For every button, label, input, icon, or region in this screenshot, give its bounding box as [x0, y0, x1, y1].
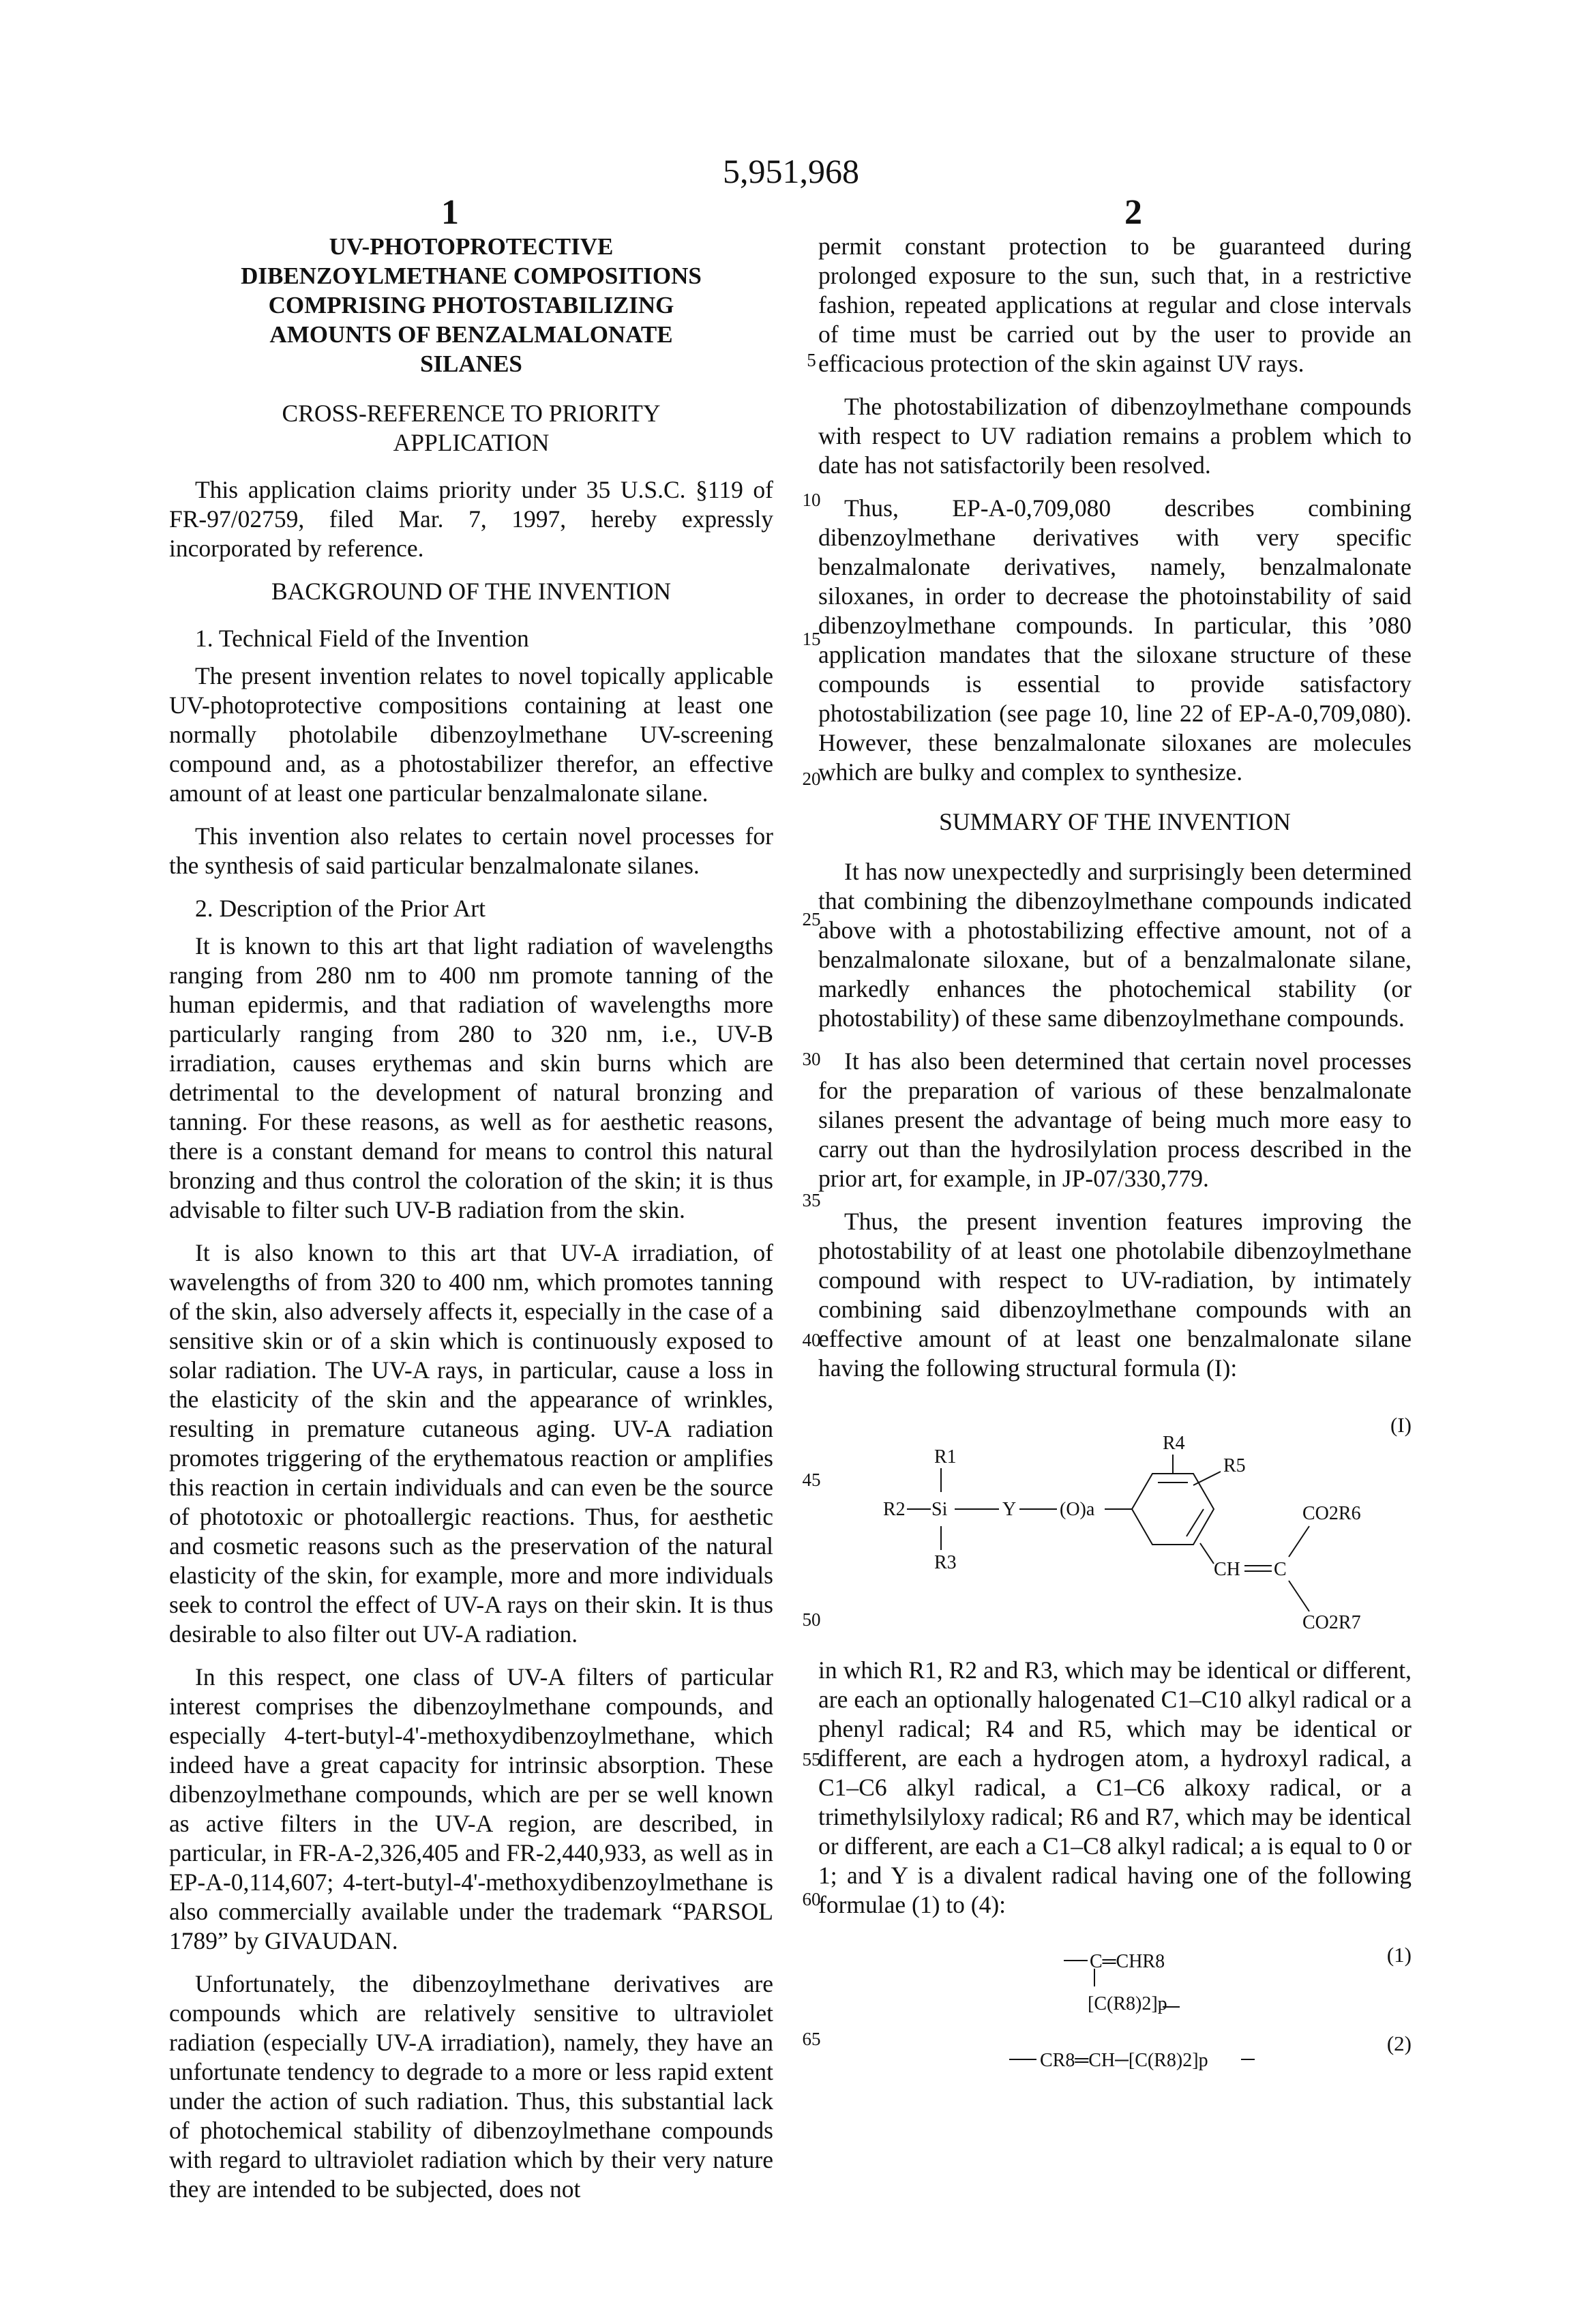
- paragraph: It is also known to this art that UV-A irradiation, of wavelengths of from 320 to 400 nm, which promotes tanning of the skin, also adversely affects it, especially in the case of a sensitive skin or of a skin which is continuously exposed to solar radiation. The UV-A rays, in particular, cause a loss in the elasticity of the skin and the appearance of wrinkles, resulting in premature cutaneous aging. UV-A radiation promotes triggering of the erythematous reaction or amplifies this reaction in certain individuals and can even be the source of phototoxic or photoallergic reactions. Thus, for aesthetic and cosmetic reasons such as the preservation of the natural elasticity of the skin, for example, more and more individuals seek to control the effect of UV-A rays on their skin. It is thus desirable to also filter out UV-A radiation.: [169, 1238, 773, 1649]
- formula-1: [818, 1933, 1412, 2022]
- line-number: 5: [784, 350, 839, 371]
- f1-top: C═CHR8: [1090, 1951, 1165, 1972]
- patent-title: UV-PHOTOPROTECTIVE DIBENZOYLMETHANE COMPOSITIONS COMPRISING PHOTOSTABILIZING AMOUNTS OF BENZALMALONATE SILANES: [169, 232, 773, 378]
- co2r6-label: CO2R6: [1302, 1503, 1361, 1524]
- column-number-left: 1: [441, 192, 459, 233]
- line-number: 10: [784, 490, 839, 511]
- line-number: 45: [784, 1470, 839, 1491]
- oa-label: (O)a: [1060, 1499, 1095, 1520]
- paragraph: The photostabilization of dibenzoylmethane compounds with respect to UV radiation remains a problem which to date has not satisfactorily been resolved.: [818, 392, 1412, 480]
- left-column: [169, 232, 773, 2218]
- paragraph: in which R1, R2 and R3, which may be identical or different, are each an optionally halogenated C1–C10 alkyl radical or a phenyl radical; R4 and R5, which may be identical or different, are each a hydrogen atom, a hydroxyl radical, a C1–C6 alkyl radical, a C1–C6 alkoxy radical, or a trimethylsilyloxy radical; R6 and R7, which may be identical or different, are each a C1–C8 alkyl radical; a is equal to 0 or 1; and Y is a divalent radical having one of the following formulae (1) to (4):: [818, 1656, 1412, 1920]
- r2-label: R2: [883, 1499, 906, 1520]
- r1-label: R1: [934, 1446, 957, 1468]
- ch-label: CH: [1214, 1559, 1240, 1580]
- paragraph: This invention also relates to certain novel processes for the synthesis of said particular benzalmalonate silanes.: [169, 822, 773, 880]
- line-number: 60: [784, 1889, 839, 1910]
- formula-label: (2): [1387, 2029, 1412, 2058]
- formula-1-diagram: [818, 1933, 1412, 2022]
- paragraph: Thus, the present invention features improving the photostability of at least one photolabile dibenzoylmethane compound with respect to UV-radiation, by intimately combining said dibenzoylmethane compounds with an effective amount of at least one benzalmalonate silane having the following structural formula (I):: [818, 1207, 1412, 1383]
- line-number: 30: [784, 1049, 839, 1070]
- y-label: Y: [1002, 1499, 1016, 1520]
- summary-heading: SUMMARY OF THE INVENTION: [818, 807, 1412, 837]
- right-column: [818, 232, 1412, 2090]
- line-number: 25: [784, 909, 839, 930]
- crossref-paragraph: This application claims priority under 35 U.S.C. §119 of FR-97/02759, filed Mar. 7, 1997, hereby expressly incorporated by reference.: [169, 475, 773, 563]
- paragraph: In this respect, one class of UV-A filters of particular interest comprises the dibenzoylmethane compounds, and especially 4-tert-butyl-4'-methoxydibenzoylmethane, which indeed have a great capacity for intrinsic absorption. These dibenzoylmethane compounds, which are per se well known as active filters in the UV-A region, are described, in particular, in FR-A-2,326,405 and FR-2,440,933, as well as in EP-A-0,114,607; 4-tert-butyl-4'-methoxydibenzoylmethane is also commercially available under the trademark “PARSOL 1789” by GIVAUDAN.: [169, 1663, 773, 1956]
- line-number: 50: [784, 1609, 839, 1630]
- paragraph: The present invention relates to novel topically applicable UV-photoprotective compositions containing at least one normally photolabile dibenzoylmethane UV-screening compound and, as a photostabilizer therefor, an effective amount of at least one particular benzalmalonate silane.: [169, 661, 773, 808]
- paragraph: Unfortunately, the dibenzoylmethane derivatives are compounds which are relatively sensitive to ultraviolet radiation (especially UV-A irradiation), namely, they have an unfortunate tendency to degrade to a more or less rapid extent under the action of such radiation. Thus, this substantial lack of photochemical stability of dibenzoylmethane compounds with regard to ultraviolet radiation which by their very nature they are intended to be subjected, does not: [169, 1969, 773, 2204]
- prior-art-heading: 2. Description of the Prior Art: [169, 894, 773, 923]
- line-number: 55: [784, 1749, 839, 1770]
- formula-label: (I): [1390, 1410, 1412, 1440]
- co2r7-label: CO2R7: [1302, 1612, 1361, 1633]
- patent-number: 5,951,968: [0, 151, 1582, 191]
- line-number: 40: [784, 1330, 839, 1351]
- f2-text: CR8═CH─[C(R8)2]p: [1040, 2050, 1208, 2071]
- line-number: 15: [784, 629, 839, 650]
- background-heading: BACKGROUND OF THE INVENTION: [169, 577, 773, 606]
- formula-diagram: [818, 1397, 1412, 1642]
- f1-bottom: [C(R8)2]p: [1088, 1993, 1167, 2014]
- line-number: 35: [784, 1190, 839, 1211]
- field-heading: 1. Technical Field of the Invention: [169, 624, 773, 653]
- formula-2-diagram: [818, 2029, 1412, 2090]
- paragraph: permit constant protection to be guaranteed during prolonged exposure to the sun, such that, in a restrictive fashion, repeated applications at regular and close intervals of time must be carried out by the user to provide an efficacious protection of the skin against UV rays.: [818, 232, 1412, 378]
- paragraph: It is known to this art that light radiation of wavelengths ranging from 280 nm to 400 nm promote tanning of the human epidermis, and that radiation of wavelengths more particularly ranging from 280 to 320 nm, i.e., UV-B irradiation, causes erythemas and skin burns which are detrimental to the development of natural bronzing and tanning. For these reasons, as well as for aesthetic reasons, there is a constant demand for means to control this natural bronzing and thus control the coloration of the skin; it is thus advisable to filter such UV-B radiation from the skin.: [169, 932, 773, 1225]
- column-number-right: 2: [1124, 192, 1142, 233]
- r5-label: R5: [1223, 1455, 1246, 1476]
- c-label: C: [1274, 1559, 1287, 1580]
- structural-formula-I: [818, 1397, 1412, 1642]
- formula-2: [818, 2029, 1412, 2090]
- paragraph: Thus, EP-A-0,709,080 describes combining dibenzoylmethane derivatives with very specific benzalmalonate derivatives, namely, benzalmalonate siloxanes, in order to decrease the photoinstability of said dibenzoylmethane compounds. In particular, this ’080 application mandates that the siloxane structure of these compounds is essential to provide satisfactory photostabilization (see page 10, line 22 of EP-A-0,709,080). However, these benzalmalonate siloxanes are molecules which are bulky and complex to synthesize.: [818, 494, 1412, 787]
- paragraph: It has also been determined that certain novel processes for the preparation of various of these benzalmalonate silanes present the advantage of being much more easy to carry out than the hydrosilylation process described in the prior art, for example, in JP-07/330,779.: [818, 1047, 1412, 1193]
- r4-label: R4: [1163, 1433, 1185, 1454]
- si-label: Si: [931, 1499, 948, 1520]
- line-number: 20: [784, 769, 839, 790]
- paragraph: It has now unexpectedly and surprisingly been determined that combining the dibenzoylmethane compounds indicated above with a photostabilizing effective amount, not of a benzalmalonate siloxane, but of a benzalmalonate silane, markedly enhances the photochemical stability (or photostability) of these same dibenzoylmethane compounds.: [818, 857, 1412, 1033]
- formula-label: (1): [1387, 1940, 1412, 1969]
- crossref-heading: CROSS-REFERENCE TO PRIORITY APPLICATION: [169, 399, 773, 458]
- r3-label: R3: [934, 1552, 957, 1573]
- line-number: 65: [784, 2029, 839, 2050]
